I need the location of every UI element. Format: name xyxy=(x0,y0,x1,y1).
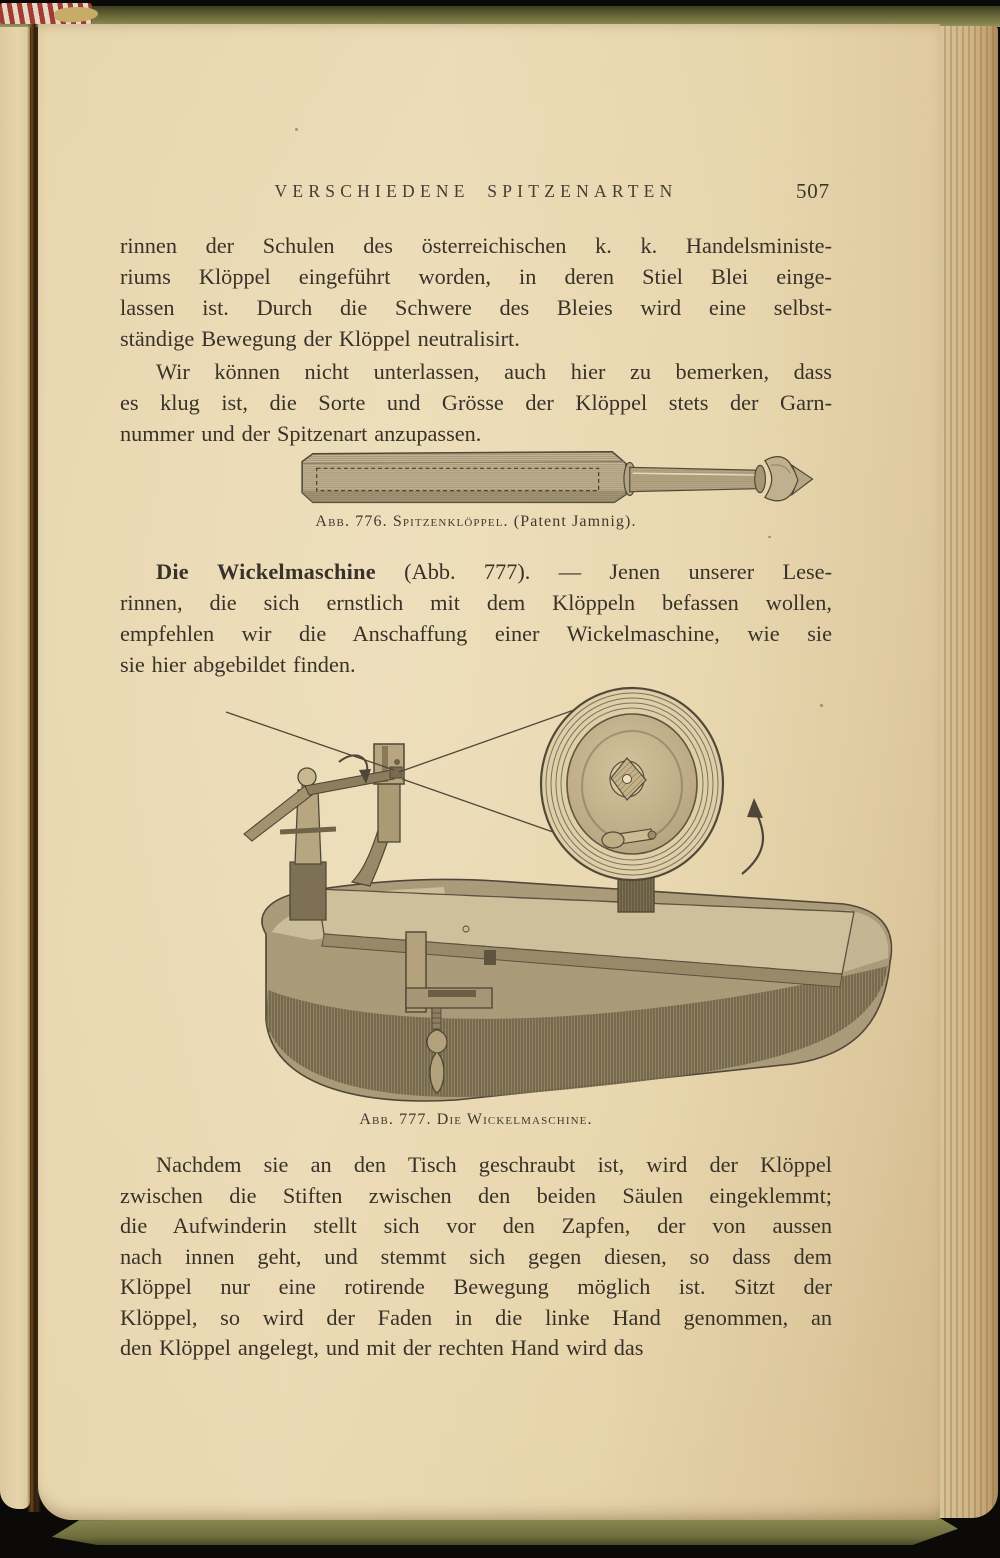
text-line: es klug ist, die Sorte und Grösse der Klöppel stets der Garn- xyxy=(120,390,832,415)
paragraph-1 xyxy=(120,230,832,354)
text-line: den Klöppel angelegt, und mit der rechten Hand wird das xyxy=(120,1335,644,1360)
text-line: zwischen die Stiften zwischen den beiden Säulen eingeklemmt; xyxy=(120,1182,832,1208)
right-post xyxy=(352,744,404,886)
text-line: Nachdem sie an den Tisch geschraubt ist, wird der Klöppel xyxy=(156,1152,832,1177)
text-line: lassen ist. Durch die Schwere des Bleies wird eine selbst- xyxy=(120,295,832,320)
bobbin-neck xyxy=(624,462,758,495)
lead-rest: (Abb. 777). — Jenen unserer Lese- xyxy=(375,559,832,584)
book-cover-bottom-edge xyxy=(52,1518,958,1545)
text-line xyxy=(120,556,832,587)
caption-label: Abb. 777. Die Wickelmaschine. xyxy=(359,1111,593,1128)
text-line: sie hier abgebildet finden. xyxy=(120,652,356,677)
running-head xyxy=(120,181,832,207)
text-line: Wir können nicht unterlassen, auch hier zu bemerken, dass xyxy=(156,359,832,384)
text-line: rinnen, die sich ernstlich mit dem Klöppeln befassen wollen, xyxy=(120,590,832,615)
caption-patent: (Patent Jamnig). xyxy=(508,513,637,530)
text-line: empfehlen wir die Anschaffung einer Wickelmaschine, wie sie xyxy=(120,621,832,646)
paper-speck xyxy=(295,128,298,131)
page-title: VERSCHIEDENE SPITZENARTEN xyxy=(274,181,678,201)
text-line: die Aufwinderin stellt sich vor den Zapfen, der von aussen xyxy=(120,1213,832,1238)
book-page xyxy=(38,24,940,1520)
page-number: 507 xyxy=(795,179,830,203)
text-line: nach innen geht, und stemmt sich gegen diesen, so dass dem xyxy=(120,1243,832,1269)
page-content xyxy=(120,24,832,1520)
paragraph-4 xyxy=(120,1150,832,1364)
lace-bobbin-illustration xyxy=(283,444,821,514)
caption-label: Abb. 776. Spitzenklöppel. xyxy=(315,513,509,530)
figure-776-caption xyxy=(120,513,832,531)
paragraph-3 xyxy=(120,556,832,680)
bobbin-body xyxy=(302,452,626,503)
winding-machine-illustration xyxy=(194,682,904,1102)
page-fore-edge-stack xyxy=(938,26,998,1518)
text-line: nummer und der Spitzenart anzupassen. xyxy=(120,421,482,446)
facing-page-edge xyxy=(0,27,30,1509)
text-line: Klöppel, so wird der Faden in die linke Hand genommen, an xyxy=(120,1304,832,1330)
text-line: Klöppel nur eine rotirende Bewegung möglich ist. Sitzt der xyxy=(120,1274,832,1299)
winding-wheel xyxy=(541,688,723,880)
bold-lead: Die Wickelmaschine xyxy=(156,559,376,584)
paragraph-2 xyxy=(120,356,832,449)
text-line: rinnen der Schulen des österreichischen k. k. Handelsministe- xyxy=(120,233,832,258)
text-line: ständige Bewegung der Klöppel neutralisirt. xyxy=(120,326,520,351)
bobbin-knob xyxy=(755,457,813,501)
paper-speck xyxy=(768,536,771,538)
figure-777-caption xyxy=(120,1111,832,1129)
rotation-arrow-wheel xyxy=(742,798,763,874)
text-line: riums Klöppel eingeführt worden, in deren Stiel Blei einge- xyxy=(120,264,832,289)
